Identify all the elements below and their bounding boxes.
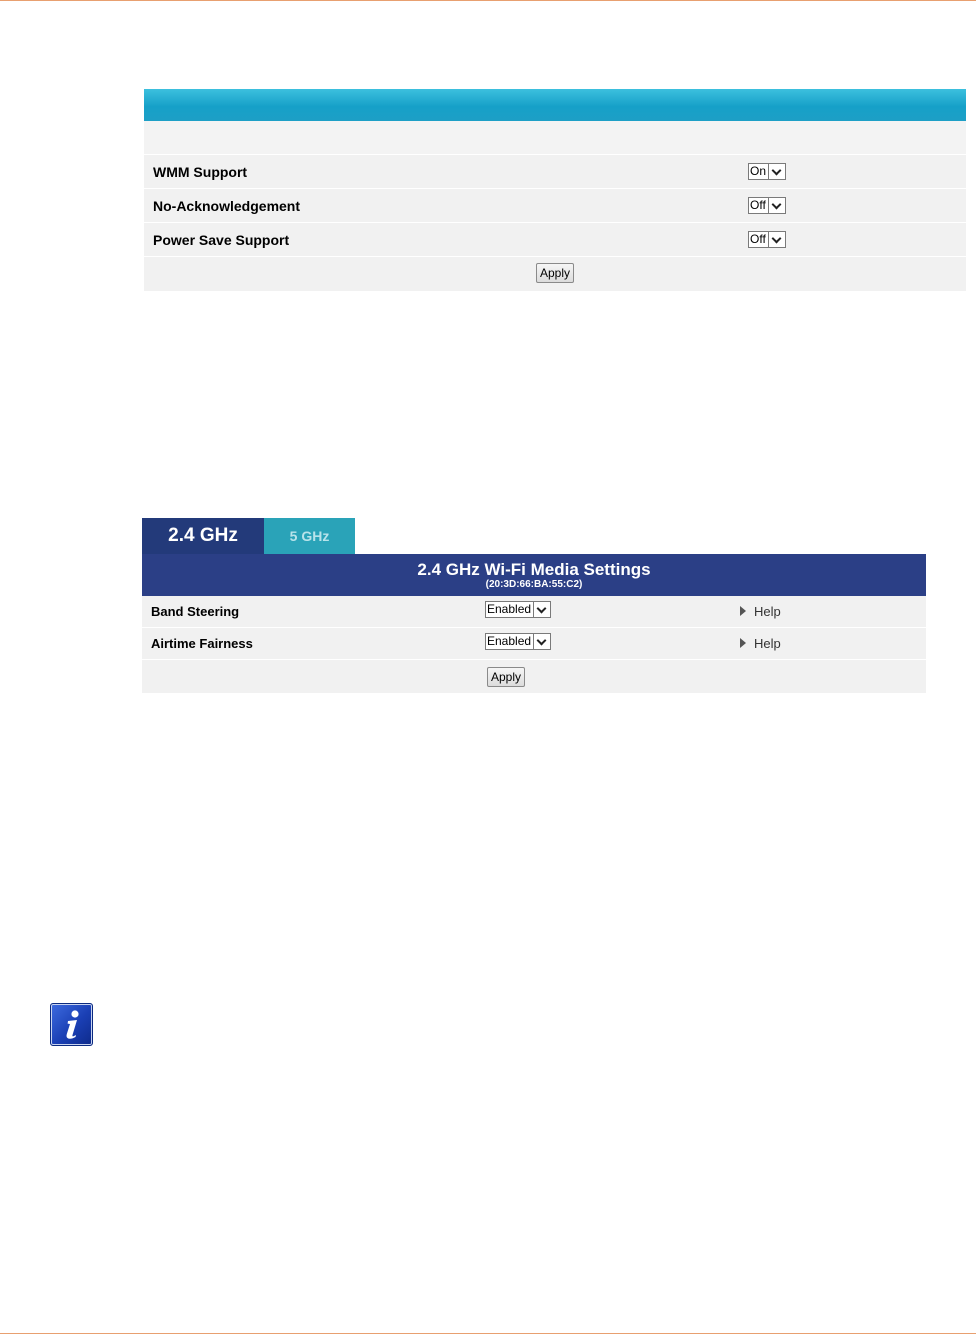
info-icon bbox=[50, 1003, 93, 1046]
triangle-right-icon bbox=[740, 638, 746, 648]
tab-5-ghz[interactable]: 5 GHz bbox=[264, 518, 355, 554]
media-apply-row bbox=[142, 660, 926, 693]
help-label: Help bbox=[754, 604, 781, 619]
airtime-fairness-select[interactable] bbox=[485, 633, 551, 650]
no-acknowledgement-row bbox=[144, 189, 966, 223]
chevron-down-icon[interactable] bbox=[533, 602, 550, 617]
band-steering-help-link[interactable] bbox=[740, 604, 781, 619]
wmm-support-value: On bbox=[750, 164, 767, 178]
chevron-down-icon[interactable] bbox=[768, 164, 785, 179]
power-save-support-select[interactable] bbox=[748, 231, 786, 248]
power-save-support-label: Power Save Support bbox=[153, 232, 290, 248]
airtime-fairness-value: Enabled bbox=[487, 634, 532, 648]
tab-2-4-ghz[interactable]: 2.4 GHz bbox=[142, 518, 264, 554]
no-acknowledgement-select[interactable] bbox=[748, 197, 786, 214]
band-steering-value: Enabled bbox=[487, 602, 532, 616]
help-label: Help bbox=[754, 636, 781, 651]
no-acknowledgement-label: No-Acknowledgement bbox=[153, 198, 301, 214]
chevron-down-icon[interactable] bbox=[768, 198, 785, 213]
chevron-down-icon[interactable] bbox=[768, 232, 785, 247]
wmm-support-select[interactable] bbox=[748, 163, 786, 180]
triangle-right-icon bbox=[740, 606, 746, 616]
media-panel-header bbox=[142, 554, 926, 596]
info-glyph bbox=[51, 1004, 92, 1045]
wmm-panel-banner bbox=[144, 89, 966, 121]
mac-address: (20:3D:66:BA:55:C2) bbox=[485, 579, 583, 590]
top-rule bbox=[0, 0, 976, 1]
band-steering-label: Band Steering bbox=[151, 604, 240, 619]
wmm-support-label: WMM Support bbox=[153, 164, 248, 180]
no-acknowledgement-value: Off bbox=[750, 198, 766, 212]
media-apply-button[interactable]: Apply bbox=[487, 667, 525, 687]
wmm-apply-button[interactable]: Apply bbox=[536, 263, 574, 283]
chevron-down-icon[interactable] bbox=[533, 634, 550, 649]
band-steering-select[interactable] bbox=[485, 601, 551, 618]
airtime-fairness-row bbox=[142, 628, 926, 660]
wmm-panel-blank-row bbox=[144, 121, 966, 155]
wmm-apply-row bbox=[144, 257, 966, 291]
wmm-support-row bbox=[144, 155, 966, 189]
airtime-fairness-help-link[interactable] bbox=[740, 636, 781, 651]
media-panel-title: 2.4 GHz Wi-Fi Media Settings bbox=[417, 560, 651, 579]
bottom-rule bbox=[0, 1333, 976, 1334]
power-save-support-value: Off bbox=[750, 232, 766, 246]
band-steering-row bbox=[142, 596, 926, 628]
power-save-support-row bbox=[144, 223, 966, 257]
wmm-settings-panel bbox=[144, 89, 966, 291]
airtime-fairness-label: Airtime Fairness bbox=[151, 636, 253, 651]
wifi-media-settings-panel bbox=[142, 554, 926, 693]
